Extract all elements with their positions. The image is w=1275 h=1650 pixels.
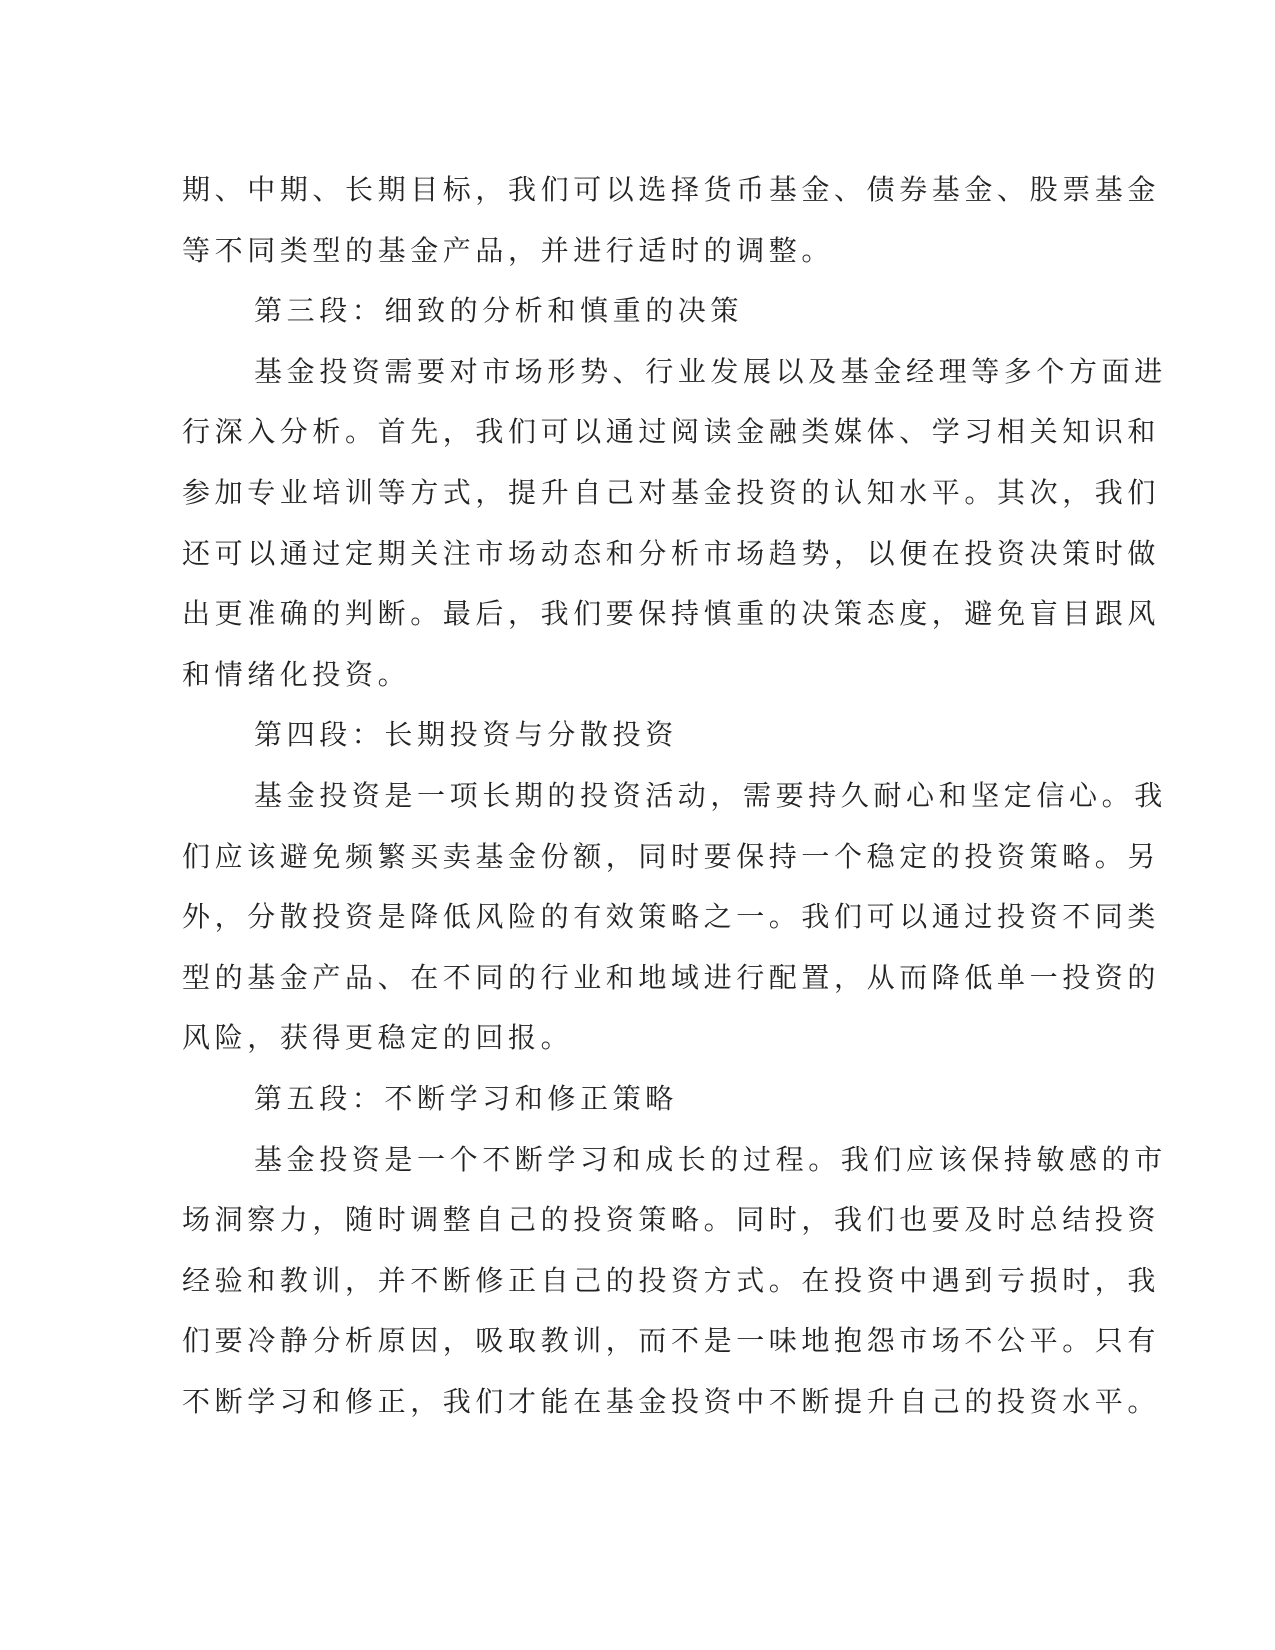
text-line: 场洞察力，随时调整自己的投资策略。同时，我们也要及时总结投资 [182,1203,1161,1237]
text-line: 风险，获得更稳定的回报。 [182,1021,574,1055]
text-line: 外，分散投资是降低风险的有效策略之一。我们可以通过投资不同类 [182,900,1161,934]
document-body [182,160,1167,1432]
text-line: 出更准确的判断。最后，我们要保持慎重的决策态度，避免盲目跟风 [182,597,1161,631]
text-line: 等不同类型的基金产品，并进行适时的调整。 [182,233,835,267]
text-line: 型的基金产品、在不同的行业和地域进行配置，从而降低单一投资的 [182,960,1161,994]
text-line: 基金投资是一项长期的投资活动，需要持久耐心和坚定信心。我 [254,778,1167,812]
text-line: 们要冷静分析原因，吸取教训，而不是一味地抱怨市场不公平。只有 [182,1324,1161,1358]
section-heading-4: 第四段：长期投资与分散投资 [254,718,678,752]
section-heading-3: 第三段：细致的分析和慎重的决策 [254,294,744,328]
text-line: 和情绪化投资。 [182,657,411,691]
text-line: 行深入分析。首先，我们可以通过阅读金融类媒体、学习相关知识和 [182,415,1161,449]
text-line: 不断学习和修正，我们才能在基金投资中不断提升自己的投资水平。 [182,1384,1161,1418]
text-line: 基金投资是一个不断学习和成长的过程。我们应该保持敏感的市 [254,1142,1167,1176]
text-line: 们应该避免频繁买卖基金份额，同时要保持一个稳定的投资策略。另 [182,839,1161,873]
text-line: 期、中期、长期目标，我们可以选择货币基金、债券基金、股票基金 [182,173,1161,206]
text-line: 还可以通过定期关注市场动态和分析市场趋势，以便在投资决策时做 [182,536,1161,570]
section-heading-5: 第五段：不断学习和修正策略 [254,1081,678,1115]
text-line: 经验和教训，并不断修正自己的投资方式。在投资中遇到亏损时，我 [182,1263,1161,1297]
text-line: 参加专业培训等方式，提升自己对基金投资的认知水平。其次，我们 [182,475,1161,509]
text-line: 基金投资需要对市场形势、行业发展以及基金经理等多个方面进 [254,354,1167,388]
